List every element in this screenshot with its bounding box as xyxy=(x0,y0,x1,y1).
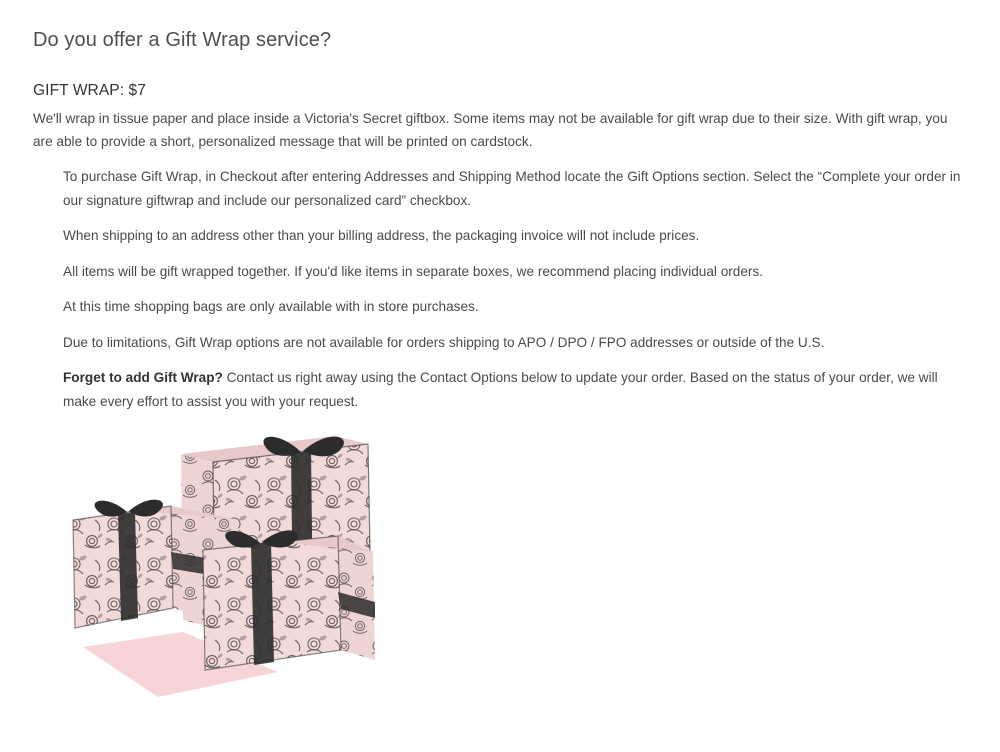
gift-boxes-illustration xyxy=(63,432,463,742)
list-item: All items will be gift wrapped together. If you'd like items in separate boxes, we recommend placing individual orders. xyxy=(63,263,763,279)
section-heading: GIFT WRAP: $7 xyxy=(33,82,146,99)
list-item: At this time shopping bags are only available with in store purchases. xyxy=(63,299,479,314)
list-item: To purchase Gift Wrap, in Checkout after entering Addresses and Shipping Method locate the Gift Options section. Select the “Complete your order in our signature giftwrap and include our personalized card” checkbox. xyxy=(63,169,961,208)
front-box xyxy=(203,530,375,670)
list-item-forget-gift-wrap xyxy=(63,366,963,413)
list-item: Due to limitations, Gift Wrap options are not available for orders shipping to APO / DPO / FPO addresses or outside of the U.S. xyxy=(63,334,825,350)
forget-gift-wrap-rest: Contact us right away using the Contact Options below to update your order. Based on the status of your order, we will make every effort to assist you with your request. xyxy=(63,370,938,409)
intro-paragraph: We'll wrap in tissue paper and place inside a Victoria's Secret giftbox. Some items may not be available for gift wrap due to their size. With gift wrap, you are able to provide a short, personalized message that will be printed on cardstock. xyxy=(33,111,948,149)
page-title: Do you offer a Gift Wrap service? xyxy=(33,29,332,52)
forget-gift-wrap-lead: Forget to add Gift Wrap? xyxy=(63,370,223,385)
list-item: When shipping to an address other than your billing address, the packaging invoice will not include prices. xyxy=(63,228,700,243)
gift-boxes-image xyxy=(63,432,463,742)
bullet-list xyxy=(63,165,963,413)
